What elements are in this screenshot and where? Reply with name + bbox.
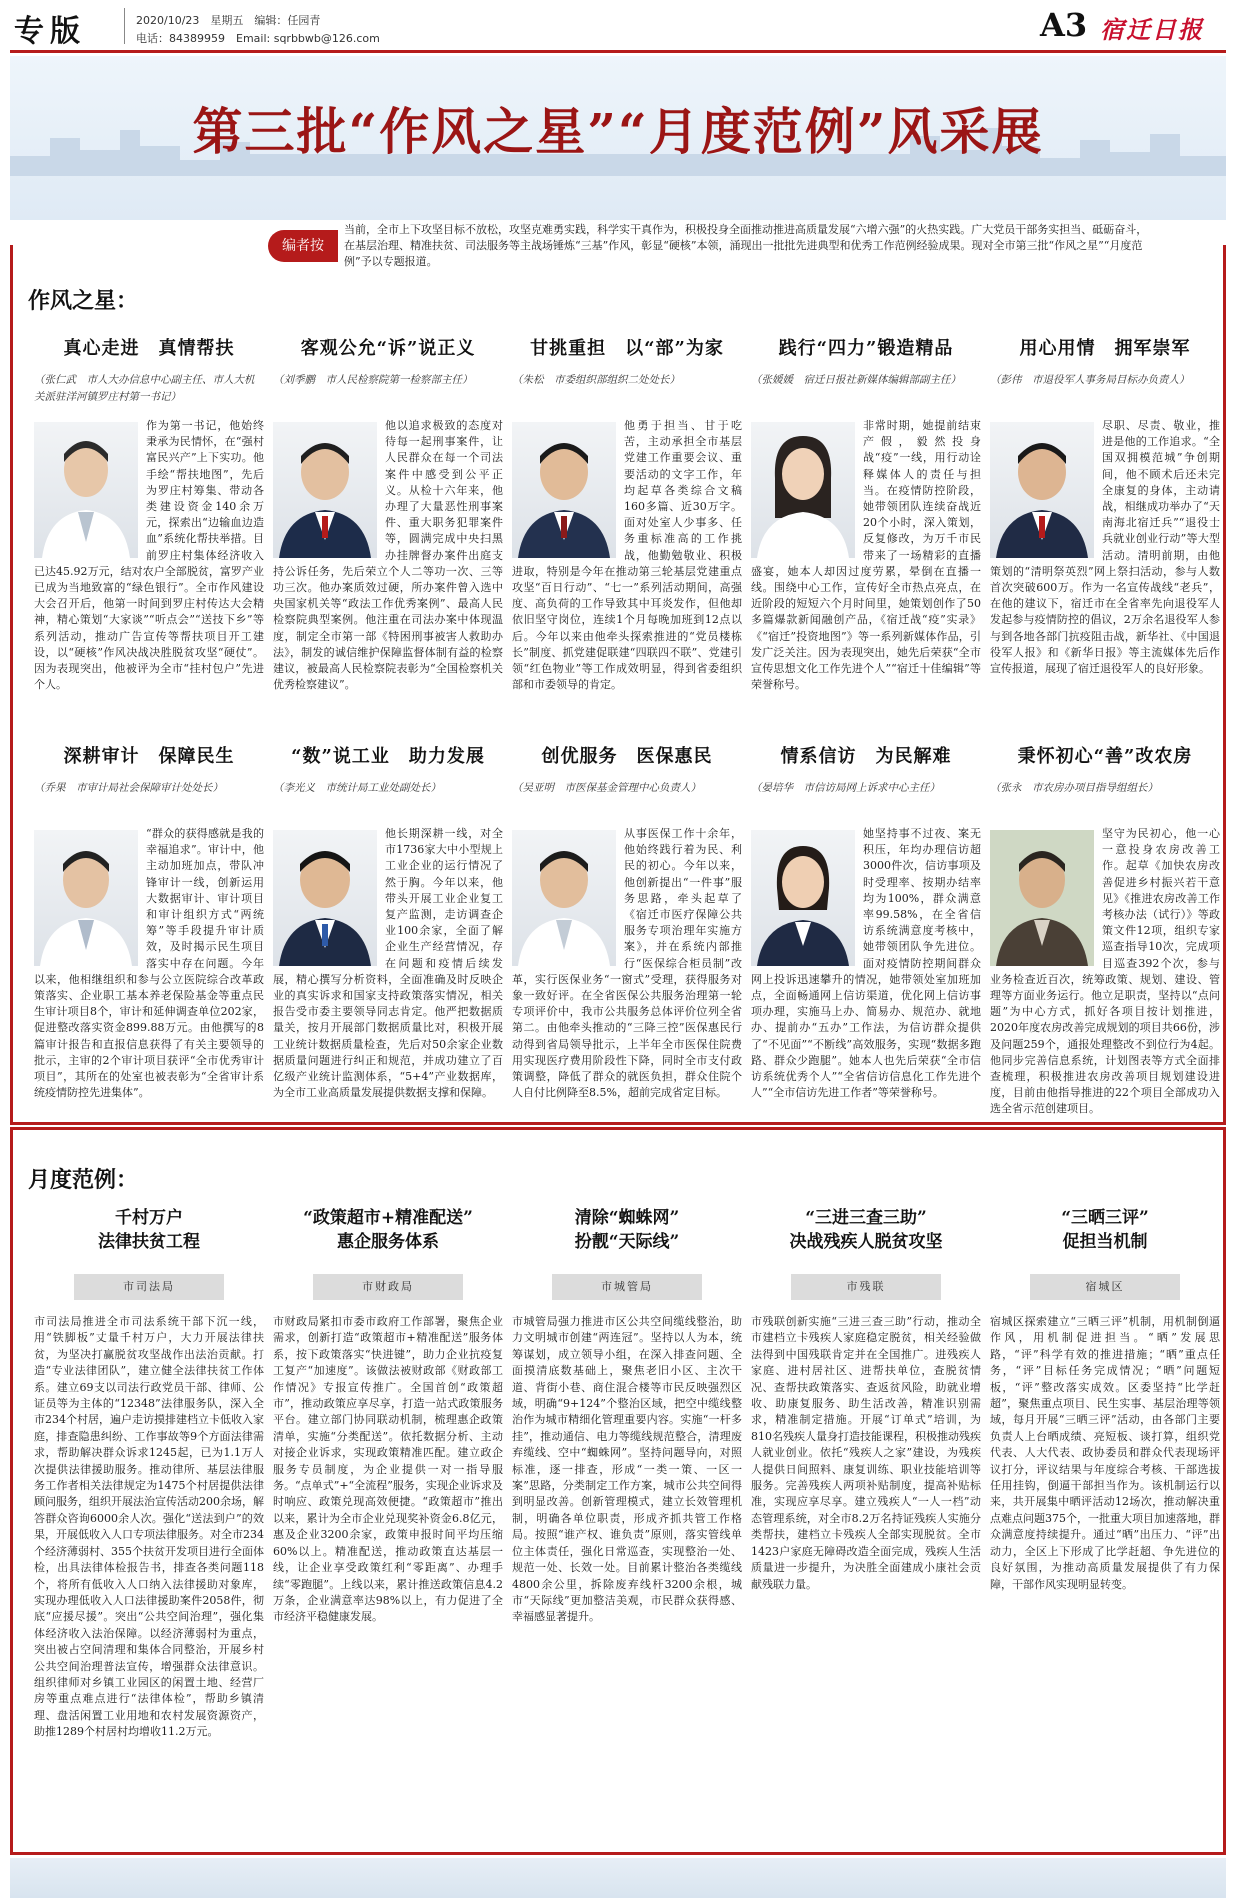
example-column [990, 1206, 1220, 1898]
person-icon [751, 830, 855, 966]
star-card-title: 秉怀初心“善”改农房 [1017, 746, 1193, 767]
example-column [34, 1206, 264, 1898]
star-card [34, 334, 264, 693]
star-card-title: 创优服务 医保惠民 [541, 746, 713, 767]
star-card-title: “数”说工业 助力发展 [291, 746, 485, 767]
stars-heading: 作风之星： [28, 284, 144, 315]
example-column [751, 1206, 981, 1898]
person-icon [273, 830, 377, 966]
star-card-text: 他勇于担当、甘于吃苦，主动承担全市基层党建工作重要会议、重要活动的文字工作，年均起草各类综合文稿160多篇、近30万字。面对处室人少事多、任务重标准高的工作挑战，他勤勉敬业、积极进取，特别是今年在推动第三轮基层党建重点攻坚“百日行动”、“七一”系列活动期间，高强度、高负荷的工作导致其中耳炎发作，但他却依旧坚守岗位，连续1个月每晚加班到12点以后。今年以来由他牵头探索推进的“党员楼栋长”制度、抓党建促联建“四联四不联”、党建引领“红色物业”等工作成效明显，得到省委组织部和市委领导的肯定。 [512, 419, 742, 692]
example-text: 市财政局紧扣市委市政府工作部署，聚焦企业需求，创新打造“政策超市+精准配送”服务体系，按下政策落实“快进键”，助力企业抗疫复工复产“加速度”。该做法被财政部《财政部工作情况》专报宣传推广。全国首创“政策超市”，推动政策应享尽享，打造一站式政策服务平台。建立部门协同联动机制，梳理惠企政策清单，实施“分类配送”。依托数据分析、主动对接企业诉求，实现政策精准匹配。建立政企服务专员制度，为企业提供一对一指导服务。“点单式”+“全流程”服务，实现企业诉求及时响应、政策兑现高效便捷。“政策超市”推出以来，累计为全市企业兑现奖补资金6.8亿元，惠及企业3200余家，政策申报时间平均压缩60%以上。精准配送，推动政策直达基层一线，让企业享受政策红利“零距离”、办理手续“零跑腿”。上线以来，累计推送政策信息4.2万条，企业满意率达98%以上，有力促进了全市经济平稳健康发展。 [273, 1315, 503, 1624]
person-icon [34, 422, 138, 558]
example-column [512, 1206, 742, 1898]
example-unit: 市城管局 [552, 1274, 702, 1300]
star-card [512, 742, 742, 1101]
star-card-title: 甘挑重担 以“部”为家 [530, 338, 724, 359]
example-unit: 市财政局 [313, 1274, 463, 1300]
star-card-byline: （吴亚明 市医保基金管理中心负责人） [512, 782, 701, 794]
example-text: 市城管局强力推进市区公共空间缆线整治，助力文明城市创建“两连冠”。坚持以人为本，统筹谋划，成立领导小组，在深入排查问题、全面摸清底数基础上，聚焦老旧小区、主次干道、背街小巷、商住混合楼等市民反映强烈区域，明确“9+124”个整治区域，把空中缆线整治作为城市精细化管理重要内容。实施“一杆多挂”，推动通信、电力等缆线规范整合，清理废弃缆线、空中“蜘蛛网”。坚持问题导向，对照标准，逐一排查，形成“一类一策、一区一案”思路，分类制定工作方案，城市公共空间得到明显改善。创新管理模式，建立长效管理机制，明确各单位职责，形成齐抓共管工作格局。按照“谁产权、谁负责”原则，落实管线单位主体责任，强化日常巡查，实现整治一处、规范一处、长效一处。目前累计整治各类缆线4800余公里，拆除废弃线杆3200余根，城市“天际线”更加整洁美观，市民群众获得感、幸福感显著提升。 [512, 1315, 742, 1624]
example-title: “三进三查三助” 决战残疾人脱贫攻坚 [789, 1208, 943, 1252]
portrait-photo [34, 830, 138, 966]
example-text: 宿城区探索建立“三晒三评”机制，用机制倒逼作风，用机制促进担当。“晒”发展思路，“评”科学有效的推进措施；“晒”重点任务，“评”目标任务完成情况；“晒”问题短板，“评”整改落实成效。区委坚持“比学赶超”，聚焦重点项目、民生实事、基层治理等领域，每月开展“三晒三评”活动，由各部门主要负责人上台晒成绩、亮短板、谈打算，组织党代表、人大代表、政协委员和群众代表现场评议打分，评议结果与年度综合考核、干部选拔任用挂钩，倒逼干部担当作为。该机制运行以来，共开展集中晒评活动12场次，推动解决重点难点问题375个，一批重大项目加速落地，群众满意度持续提升。通过“晒”出压力、“评”出动力，全区上下形成了比学赶超、争先进位的良好氛围，为推动高质量发展提供了有力保障，干部作风实现明显转变。 [990, 1315, 1220, 1591]
page-number: A3 [1040, 6, 1088, 44]
example-unit: 市残联 [791, 1274, 941, 1300]
star-card-text: 她坚持事不过夜、案无积压，年均办理信访超3000件次，信访事项及时受理率、按期办结率均为100%，群众满意率99.58%，在全省信访系统满意度考核中，她带领团队争先进位。面对疫情防控期间群众网上投诉迅速攀升的情况，她带领处室加班加点，全面畅通网上信访渠道，优化网上信访事项办理，实施马上办、简易办、规范办、就地办、提前办“五办”工作法，为信访群众提供了“不见面”“不断线”高效服务，实现“数据多跑路、群众少跑腿”。她本人也先后荣获“全市信访系统优秀个人”“全省信访信息化工作先进个人”“全市信访先进工作者”等荣誉称号。 [751, 827, 981, 1100]
portrait-photo [273, 422, 377, 558]
star-card-title: 情系信访 为民解难 [780, 746, 952, 767]
star-card-byline: （张媛媛 宿迁日报社新媒体编辑部副主任） [751, 374, 961, 386]
portrait-photo [512, 422, 616, 558]
example-text: 市司法局推进全市司法系统干部下沉一线，用“铁脚板”丈量千村万户，大力开展法律扶贫，为坚决打赢脱贫攻坚战作出法治贡献。打造“专业法律团队”，建立健全法律扶贫工作体系。建立69支以司法行政党员干部、律师、公证员等为主体的“12348”法律服务队，深入全市234个村居，遍户走访摸排建档立卡低收入家庭，排查隐患纠纷、工作事故等9个方面法律需求，帮助解决群众诉求1245起，已为1.1万人次提供法律援助服务。推动律所、基层法律服务工作者相关法律规定为1475个村居提供法律顾问服务，组织开展法治宣传活动200余场，解答群众咨询6000余人次。强化“送法到户”的效果，开展低收入人口专项法律服务。对全市234个经济薄弱村、355个扶贫开发项目进行全面体检，出具法律体检报告书，排查各类问题118个，将所有低收入人口纳入法律援助对象库，实现办理低收入人口法律援助案件2058件，彻底“应援尽援”。突出“公共空间治理”，强化集体经济收入法治保障。以经济薄弱村为重点，突出被占空间清理和集体合同整治，开展乡村公共空间治理普法宣传，增强群众法律意识。组织律师对乡镇工业园区的闲置土地、经营厂房等重点难点进行“法律体检”，帮助乡镇清理、盘活闲置工业用地和农村发展资源资产，助推1289个村居村均增收11.2万元。 [34, 1315, 264, 1739]
star-card [34, 742, 264, 1101]
example-title: “三晒三评” 促担当机制 [1061, 1208, 1149, 1252]
decorative-footer [10, 1858, 1226, 1898]
star-card [751, 334, 981, 693]
contact-line: 电话：84389959 Email: sqrbbwb@126.com [136, 32, 380, 45]
star-card-byline: （彭伟 市退役军人事务局目标办负责人） [990, 374, 1190, 386]
examples-heading: 月度范例： [28, 1163, 144, 1194]
person-icon [512, 422, 616, 558]
star-card-title: 用心用情 拥军崇军 [1019, 338, 1191, 359]
star-card-title: 真心走进 真情帮扶 [63, 338, 235, 359]
person-icon [990, 830, 1094, 966]
star-card [990, 742, 1220, 1118]
portrait-photo [273, 830, 377, 966]
star-card-title: 客观公允“诉”说正义 [300, 338, 476, 359]
date-editor-line: 2020/10/23 星期五 编辑：任园青 [136, 14, 321, 27]
star-card-title: 深耕审计 保障民生 [63, 746, 235, 767]
star-card-byline: （朱松 市委组织部组织二处处长） [512, 374, 680, 386]
person-icon [273, 422, 377, 558]
star-card-text: 坚守为民初心，他一心一意投身农房改善工作。起草《加快农房改善促进乡村振兴若干意见》《推进农房改善工作考核办法（试行）》等政策文件12项，组织专家巡查指导10次，完成项目巡查392个次，参与业务检查近百次，统筹政策、规划、建设、管理等方面业务运行。他立足职责，坚持以“点问题”为中心方式，抓好各项目按计划推进，2020年度农房改善完成规划的项目共66份，涉及问题259个，通报处理整改不到位行为4起。他同步完善信息系统，计划图表等方式全面排查梳理，积极推进农房改善项目规划建设进度，目前由他指导推进的22个项目全部成功入选全省示范创建项目。 [990, 827, 1220, 1116]
portrait-photo [990, 830, 1094, 966]
star-card-text: 他长期深耕一线，对全市1736家大中小型规上工业企业的运行情况了然于胸。今年以来，他带头开展工业企业复工复产监测，走访调查企业100余家，全面了解企业生产经营情况，存在问题和疫情后续发展，精心撰写分析资料，全面准确及时反映企业的真实诉求和国家支持政策落实情况，相关报告受市委主要领导同志肯定。他严把数据质量关，按月开展部门数据质量比对，积极开展工业统计数据质量检查，先后对50余家企业数据质量问题进行纠正和规范，并成功建立了百亿级产业统计监测体系，“5+4”产业数据库，为全市工业高质量发展提供数据支撑和保障。 [273, 827, 503, 1100]
person-icon [751, 422, 855, 558]
star-card-text: 尽职、尽责、敬业，推进是他的工作追求。“全国双拥模范城”争创期间，他不顾术后还未完全康复的身体，主动请战，相继成功举办了“天南海北宿迁兵”“退役士兵就业创业行动”等大型活动。清明前期，由他策划的“清明祭英烈”网上祭扫活动，参与人数首次突破600万。作为一名宣传战线“老兵”，在他的建议下，宿迁市在全省率先向退役军人发起参与疫情防控的倡议，2万余名退役军人参与到各地各部门抗疫阻击战，新华社、《中国退役军人报》和《新华日报》等主流媒体先后作宣传报道，展现了宿迁退役军人的良好形象。 [990, 419, 1220, 676]
star-card-byline: （李光义 市统计局工业处副处长） [273, 782, 441, 794]
example-title: 清除“蜘蛛网” 扮靓“天际线” [574, 1208, 680, 1252]
example-title: 千村万户 法律扶贫工程 [98, 1208, 200, 1252]
person-icon [990, 422, 1094, 558]
star-card-byline: （刘季鹏 市人民检察院第一检察部主任） [273, 374, 473, 386]
portrait-photo [751, 422, 855, 558]
star-card [512, 334, 742, 693]
star-card-byline: （晏培华 市信访局网上诉求中心主任） [751, 782, 940, 794]
portrait-photo [34, 422, 138, 558]
star-card-byline: （张仁武 市人大办信息中心副主任、市人大机关派驻洋河镇罗庄村第一书记） [34, 374, 255, 403]
star-card-text: 非常时期，她提前结束产假，毅然投身战“疫”一线，用行动诠释媒体人的责任与担当。在疫情防控阶段，她带领团队连续奋战近20个小时，深入策划，反复修改，为万千市民带来了一场精彩的直播盛宴，她本人却因过度劳累，晕倒在直播一线。围绕中心工作，宣传好全市热点亮点，在近阶段的短短六个月时间里，她策划创作了50多篇爆款新闻融创产品，《宿迁战“疫”实录》《“宿迁”投资地图”》等一系列新媒体作品，引发广泛关注。因为表现突出，她先后荣获“全市宣传思想文化工作先进个人”“宿迁十佳编辑”等荣誉称号。 [751, 419, 981, 692]
page-title: 第三批“作风之星”“月度范例”风采展 [192, 102, 1044, 161]
header-rule [10, 50, 1226, 53]
example-column [273, 1206, 503, 1898]
star-card [990, 334, 1220, 677]
header-divider [124, 8, 125, 44]
star-card-title: 践行“四力”锻造精品 [778, 338, 954, 359]
example-unit: 宿城区 [1030, 1274, 1180, 1300]
newspaper-logo: 宿迁日报 [1100, 15, 1204, 44]
editor-note-text: 当前，全市上下攻坚目标不放松，攻坚克难勇实践，科学实干真作为，积极投身全面推动推进高质量发展“六增六强”的火热实践。广大党员干部务实担当、砥砺奋斗，在基层治理、精准扶贫、司法服务等主战场锤炼“三基”作风，彰显“硬核”本领，涌现出一批批先进典型和优秀工作范例经验成果。现对全市第三批“作风之星”“月度范例”予以专题报道。 [344, 223, 1148, 268]
star-card [273, 334, 503, 693]
portrait-photo [751, 830, 855, 966]
portrait-photo [512, 830, 616, 966]
example-unit: 市司法局 [74, 1274, 224, 1300]
example-title: “政策超市+精准配送” 惠企服务体系 [303, 1208, 473, 1252]
example-text: 市残联创新实施“三进三查三助”行动，推动全市建档立卡残疾人家庭稳定脱贫，相关经验做法得到中国残联肯定并在全国推广。进残疾人家庭、进村居社区、进帮扶单位，查脱贫情况、查帮扶政策落实、查返贫风险，助就业增收、助康复服务、助生活改善，精准识别需求，精准制定措施。开展“订单式”培训，为810名残疾人量身打造技能课程，积极推动残疾人就业创业。依托“残疾人之家”建设，为残疾人提供日间照料、康复训练、职业技能培训等服务。完善残疾人两项补贴制度，提高补贴标准，实现应享尽享。建立残疾人“一人一档”动态管理系统，对全市8.2万名持证残疾人实施分类帮扶，建档立卡残疾人全部实现脱贫。全市1423户家庭无障碍改造全面完成，残疾人生活质量进一步提升，为决胜全面建成小康社会贡献残联力量。 [751, 1315, 981, 1591]
portrait-photo [990, 422, 1094, 558]
star-card [751, 742, 981, 1101]
star-card-text: 从事医保工作十余年，他始终践行着为民、利民的初心。今年以来，他创新提出“一件事”服务思路，牵头起草了《宿迁市医疗保障公共服务专项治理年实施方案》，并在系统内部推行“医保综合柜员制”改革，实行医保业务“一窗式”受理，获得服务对象一致好评。在全省医保公共服务治理第一轮专项评价中，我市公共服务总体评价位列全省第二。由他牵头推动的“三降三控”医保惠民行动得到省局领导批示，上半年全市医保住院费用实现医疗费用阶段性下降，同时全市支付政策调整，降低了群众的就医负担，群众住院个人自付比例降至8.5%，超前完成省定目标。 [512, 827, 742, 1100]
star-card-text: “群众的获得感就是我的幸福追求”。审计中，他主动加班加点，带队冲锋审计一线，创新运用大数据审计、审计项目和审计组织方式“两统筹”等手段提升审计质效，及时揭示民生项目落实中存在问题。今年以来，他相继组织和参与公立医院综合改革政策落实、企业职工基本养老保险基金等重点民生审计项目8个，审计和延伸调查单位202家，促进整改落实资金899.88万元。由他撰写的8篇审计报告和直报信息获得了有关主要领导的批示，主审的2个审计项目获评“全市优秀审计项目”，其所在的处室也被表彰为“全省审计系统疫情防控先进集体”。 [34, 827, 264, 1100]
editor-note-tag: 编者按 [268, 230, 338, 262]
star-card-text: 作为第一书记，他始终秉承为民情怀，在“强村富民兴产”上下实功。他手绘“帮扶地图”，先后为罗庄村筹集、带动各类建设资金140余万元，探索出“边输血边造血”系统化帮扶举措。目前罗庄村集体经济收入已达45.92万元，结对农户全部脱贫，富罗产业已成为当地致富的“绿色银行”。全市作风建设大会召开后，他第一时间到罗庄村传达大会精神，精心策划“大家谈”“听点会”“送技下乡”等系列活动，推动广告宣传等帮扶项目开工建设，以“硬核”作风决战决胜脱贫攻坚“硬仗”。因为表现突出，他被评为全市“挂村包户”先进个人。 [34, 419, 264, 692]
star-card-text: 他以追求极致的态度对待每一起刑事案件，让人民群众在每一个司法案件中感受到公平正义。从检十六年来，他办理了大量恶性刑事案件、重大职务犯罪案件等，圆满完成中央扫黑办挂牌督办案件出庭支持公诉任务，先后荣立个人二等功一次、三等功三次。他办案质效过硬，所办案件曾入选中央国家机关等“政法工作优秀案例”、最高人民检察院典型案例。他注重在司法办案中体现温度，制定全市第一部《特困刑事被害人救助办法》，制发的诚信维护保障监督体制有益的检察建议，被最高人民检察院表彰为“全国检察机关优秀检察建议”。 [273, 419, 503, 692]
star-card-byline: （乔果 市审计局社会保障审计处处长） [34, 782, 223, 794]
section-name: 专版 [14, 14, 86, 49]
star-card-byline: （张永 市农房办项目指导组组长） [990, 782, 1158, 794]
title-banner [10, 56, 1226, 220]
person-icon [512, 830, 616, 966]
person-icon [34, 830, 138, 966]
star-card [273, 742, 503, 1101]
page-header [0, 0, 1236, 52]
